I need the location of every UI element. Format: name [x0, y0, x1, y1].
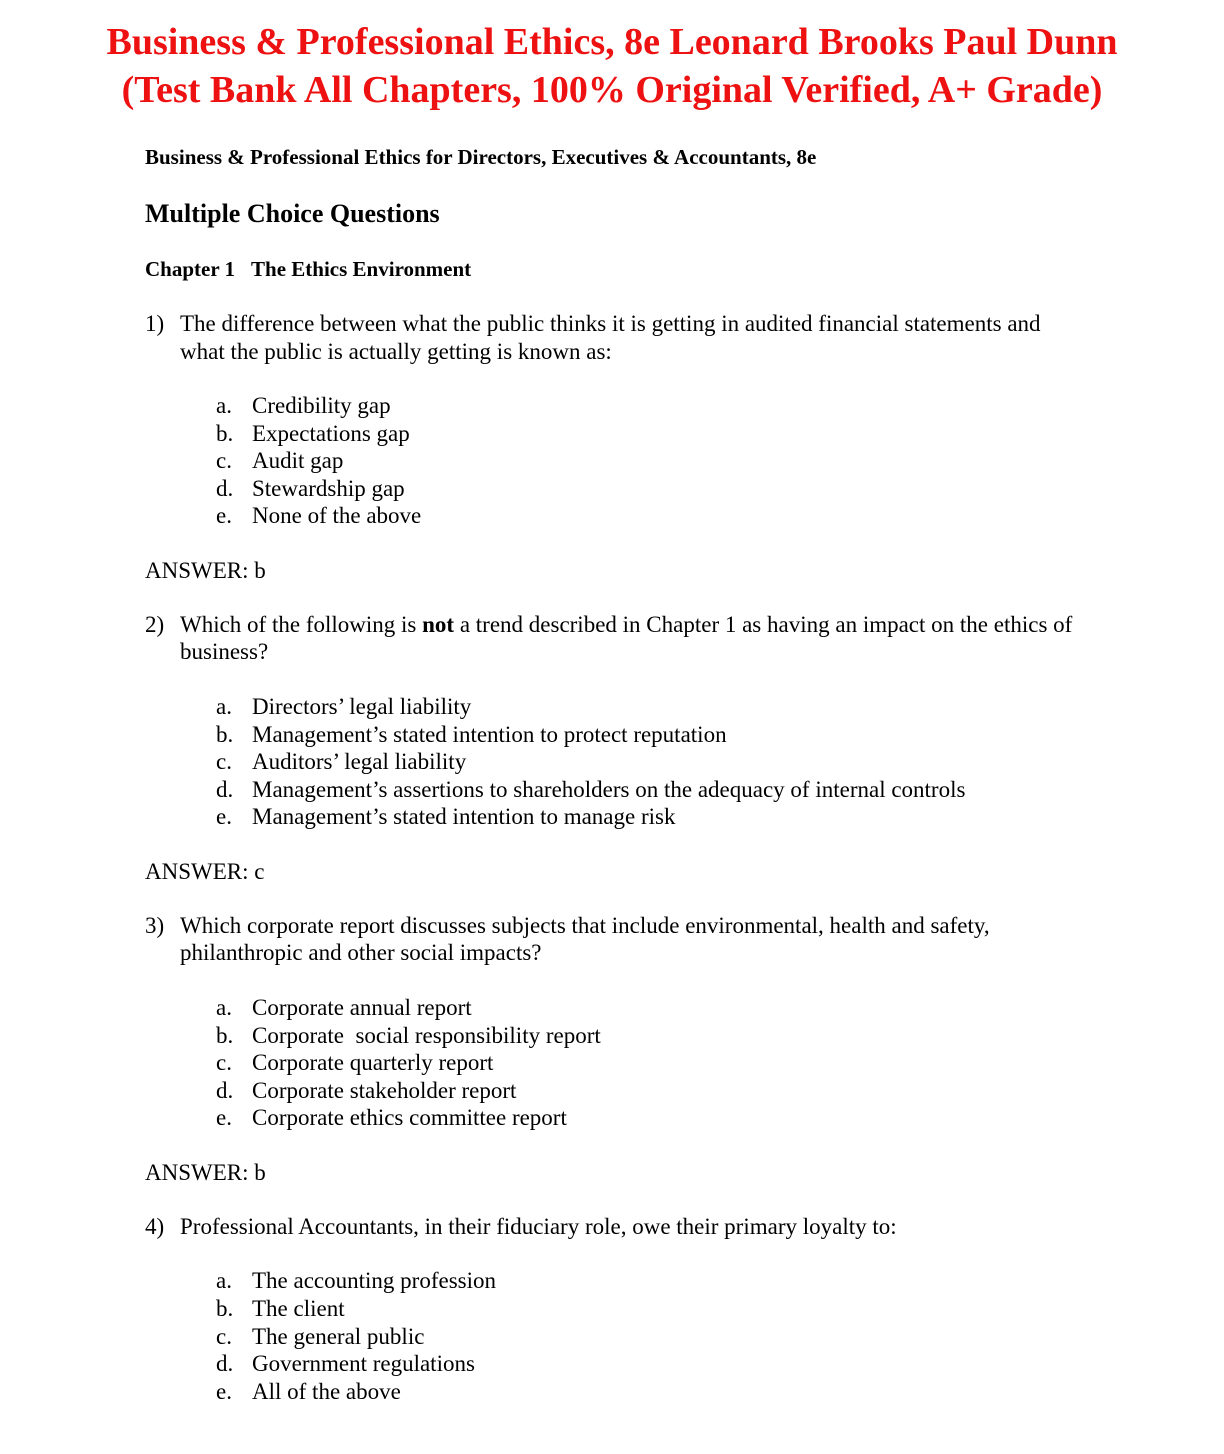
option-item [216, 392, 1145, 420]
option-item [216, 748, 1145, 776]
option-text: All of the above [252, 1378, 401, 1404]
chapter-number: Chapter 1 [145, 257, 236, 281]
chapter-heading [145, 254, 1145, 284]
option-letter: e. [216, 1105, 232, 1131]
question-block [145, 310, 1145, 585]
answer-options [216, 693, 1145, 831]
question-text-part: Professional Accountants, in their fiduciary role, owe their primary loyalty to: [180, 1213, 897, 1239]
option-item [216, 1077, 1145, 1105]
option-item [216, 1104, 1145, 1132]
document-banner [0, 18, 1224, 114]
question-number: 2) [145, 611, 165, 637]
option-letter: c. [216, 1050, 232, 1076]
option-item [216, 1350, 1145, 1378]
question [145, 1213, 1145, 1241]
question-block [145, 912, 1145, 1187]
option-letter: c. [216, 749, 232, 775]
question [145, 611, 1145, 666]
option-letter: e. [216, 1378, 232, 1404]
document-body [145, 140, 1145, 1405]
option-text: The client [252, 1296, 345, 1321]
option-item [216, 721, 1145, 749]
option-text: Expectations gap [252, 420, 410, 446]
question-text [180, 611, 1085, 666]
option-letter: c. [216, 448, 232, 474]
option-letter: a. [216, 693, 232, 719]
question-text-part: The difference between what the public thinks it is getting in audited financial statements and what the public is actually getting is known as: [180, 311, 1041, 364]
option-item [216, 1022, 1145, 1050]
option-item [216, 1378, 1145, 1406]
option-letter: d. [216, 1351, 234, 1377]
option-text: Auditors’ legal liability [252, 749, 467, 775]
option-text: None of the above [252, 503, 422, 529]
answer-line: ANSWER: b [145, 1159, 266, 1185]
option-letter: d. [216, 475, 234, 501]
option-item [216, 693, 1145, 721]
question-emphasis: not [422, 611, 455, 637]
option-letter: a. [216, 393, 232, 418]
option-text: Audit gap [252, 448, 344, 474]
option-text: Corporate quarterly report [252, 1050, 494, 1076]
question-text [180, 912, 1085, 967]
option-letter: a. [216, 1268, 232, 1294]
question-text-part: Which corporate report discusses subjects that include environmental, health and safety, philanthropic and other social impacts? [180, 912, 990, 966]
question-text-part: Which of the following is [180, 611, 423, 637]
answer-line: ANSWER: b [145, 557, 266, 583]
option-text: Corporate annual report [252, 994, 472, 1020]
answer-options [216, 1267, 1145, 1405]
option-text: The accounting profession [252, 1268, 496, 1294]
option-item [216, 447, 1145, 475]
banner-line-2: (Test Bank All Chapters, 100% Original Verified, A+ Grade) [121, 69, 1103, 111]
answer-line: ANSWER: c [145, 858, 265, 884]
option-letter: d. [216, 776, 234, 802]
option-letter: b. [216, 1022, 234, 1048]
option-text: Government regulations [252, 1351, 475, 1377]
banner-line-1: Business & Professional Ethics, 8e Leonard Brooks Paul Dunn [106, 21, 1118, 63]
option-item [216, 502, 1145, 530]
question-number: 3) [145, 912, 165, 938]
option-item [216, 1049, 1145, 1077]
option-text: Stewardship gap [252, 475, 405, 501]
option-text: Corporate stakeholder report [252, 1077, 517, 1103]
question [145, 912, 1145, 967]
option-item [216, 1267, 1145, 1295]
option-letter: e. [216, 503, 232, 529]
question-text-part: a trend described in Chapter 1 as having an impact on the ethics of business? [180, 611, 1073, 665]
book-title: Business & Professional Ethics for Directors, Executives & Accountants, 8e [145, 145, 817, 169]
option-item [216, 776, 1145, 804]
option-text: Corporate ethics committee report [252, 1105, 567, 1131]
question-number: 4) [145, 1213, 165, 1239]
option-text: Management’s assertions to shareholders on the adequacy of internal controls [252, 776, 966, 802]
option-text: Credibility gap [252, 393, 391, 418]
option-item [216, 994, 1145, 1022]
option-letter: c. [216, 1323, 232, 1349]
question-block [145, 1213, 1145, 1405]
option-letter: d. [216, 1077, 234, 1103]
option-text: Directors’ legal liability [252, 693, 472, 719]
option-item [216, 420, 1145, 448]
section-heading: Multiple Choice Questions [145, 199, 440, 228]
option-text: Management’s stated intention to manage risk [252, 804, 676, 830]
answer-options [216, 392, 1145, 530]
answer-options [216, 994, 1145, 1132]
option-letter: e. [216, 804, 232, 830]
option-text: Management’s stated intention to protect reputation [252, 721, 727, 747]
option-letter: b. [216, 721, 234, 747]
option-item [216, 475, 1145, 503]
option-item [216, 1295, 1145, 1323]
option-letter: b. [216, 420, 234, 446]
option-item [216, 803, 1145, 831]
option-text: The general public [252, 1323, 425, 1349]
option-letter: a. [216, 994, 232, 1020]
question-block [145, 611, 1145, 886]
question-number: 1) [145, 311, 165, 336]
question-text [180, 1213, 1085, 1241]
chapter-title: The Ethics Environment [251, 257, 472, 281]
option-letter: b. [216, 1296, 234, 1321]
question-text [180, 310, 1085, 365]
option-text: Corporate social responsibility report [252, 1022, 601, 1048]
option-item [216, 1323, 1145, 1351]
question [145, 310, 1145, 365]
